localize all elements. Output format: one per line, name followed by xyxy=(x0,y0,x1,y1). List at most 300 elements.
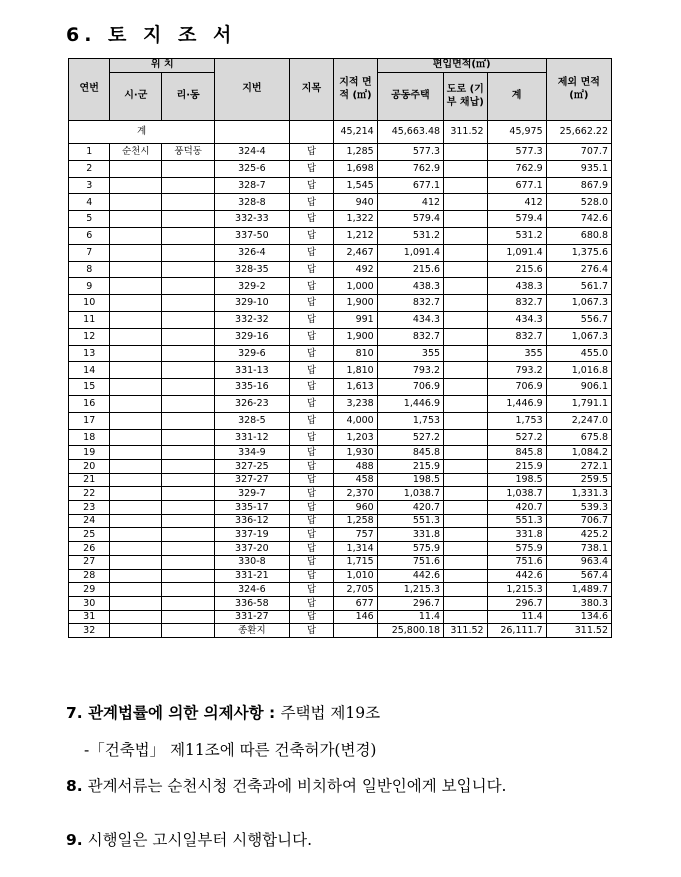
row-housing: 832.7 xyxy=(377,328,443,345)
row-lot: 324-6 xyxy=(215,583,290,597)
row-village xyxy=(162,311,215,328)
section-9 xyxy=(66,828,312,850)
row-excluded: 675.8 xyxy=(546,429,611,446)
row-sum: 1,753 xyxy=(487,412,546,429)
row-sum: 1,038.7 xyxy=(487,487,546,501)
row-lot: 종환지 xyxy=(215,624,290,638)
table-row xyxy=(69,610,612,624)
row-serial: 30 xyxy=(69,596,110,610)
row-housing: 412 xyxy=(377,194,443,211)
row-parcel-area: 1,545 xyxy=(334,177,378,194)
row-parcel-area: 810 xyxy=(334,345,378,362)
row-serial: 5 xyxy=(69,211,110,228)
row-lot: 332-32 xyxy=(215,311,290,328)
row-city xyxy=(110,487,162,501)
row-city xyxy=(110,194,162,211)
table-row xyxy=(69,501,612,515)
row-housing: 527.2 xyxy=(377,429,443,446)
row-road xyxy=(444,227,488,244)
row-village xyxy=(162,624,215,638)
row-road xyxy=(444,473,488,487)
row-parcel-area: 1,258 xyxy=(334,514,378,528)
row-lot: 331-21 xyxy=(215,569,290,583)
row-excluded: 906.1 xyxy=(546,379,611,396)
row-land-type: 답 xyxy=(289,278,334,295)
total-housing: 45,663.48 xyxy=(377,121,443,144)
row-land-type: 답 xyxy=(289,528,334,542)
row-road xyxy=(444,144,488,161)
row-serial: 11 xyxy=(69,311,110,328)
row-parcel-area: 757 xyxy=(334,528,378,542)
row-village: 풍덕동 xyxy=(162,144,215,161)
row-housing: 434.3 xyxy=(377,311,443,328)
table-row xyxy=(69,379,612,396)
row-parcel-area: 3,238 xyxy=(334,395,378,412)
row-village xyxy=(162,542,215,556)
header-excluded-area: 제외 면적 (㎡) xyxy=(546,59,611,121)
row-sum: 198.5 xyxy=(487,473,546,487)
row-housing: 1,753 xyxy=(377,412,443,429)
row-village xyxy=(162,194,215,211)
row-lot: 329-6 xyxy=(215,345,290,362)
row-housing: 198.5 xyxy=(377,473,443,487)
row-land-type: 답 xyxy=(289,227,334,244)
row-housing: 551.3 xyxy=(377,514,443,528)
row-serial: 15 xyxy=(69,379,110,396)
row-serial: 13 xyxy=(69,345,110,362)
row-land-type: 답 xyxy=(289,542,334,556)
row-road xyxy=(444,514,488,528)
row-city xyxy=(110,379,162,396)
row-village xyxy=(162,446,215,460)
row-road xyxy=(444,555,488,569)
row-sum: 420.7 xyxy=(487,501,546,515)
row-land-type: 답 xyxy=(289,160,334,177)
section-7-text: 주택법 제19조 xyxy=(280,704,381,722)
row-village xyxy=(162,278,215,295)
row-excluded: 867.9 xyxy=(546,177,611,194)
row-lot: 326-4 xyxy=(215,244,290,261)
row-land-type: 답 xyxy=(289,610,334,624)
row-parcel-area: 1,010 xyxy=(334,569,378,583)
row-city xyxy=(110,311,162,328)
row-village xyxy=(162,460,215,474)
row-land-type: 답 xyxy=(289,569,334,583)
row-road xyxy=(444,446,488,460)
row-village xyxy=(162,487,215,501)
section-6-heading: 6. 토 지 조 서 xyxy=(66,24,237,46)
row-parcel-area: 492 xyxy=(334,261,378,278)
row-village xyxy=(162,345,215,362)
table-row xyxy=(69,460,612,474)
row-land-type: 답 xyxy=(289,596,334,610)
row-parcel-area: 1,810 xyxy=(334,362,378,379)
row-sum: 11.4 xyxy=(487,610,546,624)
row-road xyxy=(444,487,488,501)
row-excluded: 963.4 xyxy=(546,555,611,569)
row-parcel-area: 1,930 xyxy=(334,446,378,460)
header-land-type: 지목 xyxy=(289,59,334,121)
row-excluded: 425.2 xyxy=(546,528,611,542)
row-city xyxy=(110,227,162,244)
row-lot: 324-4 xyxy=(215,144,290,161)
row-sum: 845.8 xyxy=(487,446,546,460)
row-parcel-area: 1,613 xyxy=(334,379,378,396)
row-land-type: 답 xyxy=(289,501,334,515)
row-serial: 21 xyxy=(69,473,110,487)
row-lot: 335-16 xyxy=(215,379,290,396)
row-land-type: 답 xyxy=(289,144,334,161)
row-sum: 412 xyxy=(487,194,546,211)
row-land-type: 답 xyxy=(289,473,334,487)
table-row xyxy=(69,211,612,228)
section-7-separator: : xyxy=(263,704,281,722)
row-village xyxy=(162,412,215,429)
header-sum: 계 xyxy=(487,73,546,121)
table-row xyxy=(69,345,612,362)
row-land-type: 답 xyxy=(289,624,334,638)
table-row xyxy=(69,487,612,501)
row-village xyxy=(162,328,215,345)
row-excluded: 742.6 xyxy=(546,211,611,228)
row-sum: 579.4 xyxy=(487,211,546,228)
row-road xyxy=(444,501,488,515)
row-land-type: 답 xyxy=(289,244,334,261)
row-road xyxy=(444,542,488,556)
row-parcel-area: 1,698 xyxy=(334,160,378,177)
row-city xyxy=(110,295,162,312)
row-parcel-area: 2,370 xyxy=(334,487,378,501)
table-row xyxy=(69,244,612,261)
row-road xyxy=(444,211,488,228)
row-parcel-area: 458 xyxy=(334,473,378,487)
row-excluded: 455.0 xyxy=(546,345,611,362)
row-village xyxy=(162,362,215,379)
row-sum: 1,091.4 xyxy=(487,244,546,261)
row-lot: 326-23 xyxy=(215,395,290,412)
row-land-type: 답 xyxy=(289,460,334,474)
row-city xyxy=(110,261,162,278)
row-serial: 16 xyxy=(69,395,110,412)
row-serial: 28 xyxy=(69,569,110,583)
row-sum: 751.6 xyxy=(487,555,546,569)
row-sum: 531.2 xyxy=(487,227,546,244)
row-road xyxy=(444,194,488,211)
row-land-type: 답 xyxy=(289,487,334,501)
row-parcel-area: 960 xyxy=(334,501,378,515)
row-road xyxy=(444,395,488,412)
table-row xyxy=(69,278,612,295)
header-parcel-area: 지적 면적 (㎡) xyxy=(334,59,378,121)
row-excluded: 1,016.8 xyxy=(546,362,611,379)
row-serial: 10 xyxy=(69,295,110,312)
row-village xyxy=(162,583,215,597)
table-row xyxy=(69,429,612,446)
table-row xyxy=(69,311,612,328)
row-village xyxy=(162,261,215,278)
row-city xyxy=(110,542,162,556)
row-city xyxy=(110,583,162,597)
row-village xyxy=(162,501,215,515)
row-sum: 832.7 xyxy=(487,328,546,345)
row-lot: 329-2 xyxy=(215,278,290,295)
row-lot: 328-7 xyxy=(215,177,290,194)
row-city xyxy=(110,446,162,460)
row-road xyxy=(444,610,488,624)
row-sum: 575.9 xyxy=(487,542,546,556)
row-village xyxy=(162,244,215,261)
row-parcel-area: 1,203 xyxy=(334,429,378,446)
row-housing: 751.6 xyxy=(377,555,443,569)
row-sum: 26,111.7 xyxy=(487,624,546,638)
row-city xyxy=(110,160,162,177)
section-7-sub: -「건축법」 제11조에 따른 건축허가(변경) xyxy=(84,741,377,759)
row-land-type: 답 xyxy=(289,211,334,228)
row-lot: 329-7 xyxy=(215,487,290,501)
row-land-type: 답 xyxy=(289,379,334,396)
total-lot xyxy=(215,121,290,144)
row-excluded: 1,067.3 xyxy=(546,328,611,345)
row-parcel-area: 1,900 xyxy=(334,295,378,312)
row-land-type: 답 xyxy=(289,446,334,460)
row-road xyxy=(444,379,488,396)
row-excluded: 1,067.3 xyxy=(546,295,611,312)
row-lot: 337-20 xyxy=(215,542,290,556)
row-housing: 355 xyxy=(377,345,443,362)
row-village xyxy=(162,177,215,194)
row-excluded: 311.52 xyxy=(546,624,611,638)
row-parcel-area: 146 xyxy=(334,610,378,624)
table-row xyxy=(69,227,612,244)
row-village xyxy=(162,295,215,312)
row-village xyxy=(162,528,215,542)
row-parcel-area: 1,212 xyxy=(334,227,378,244)
row-excluded: 528.0 xyxy=(546,194,611,211)
table-row xyxy=(69,144,612,161)
row-land-type: 답 xyxy=(289,261,334,278)
row-serial: 2 xyxy=(69,160,110,177)
table-row xyxy=(69,624,612,638)
header-city: 시·군 xyxy=(110,73,162,121)
row-parcel-area: 1,000 xyxy=(334,278,378,295)
row-lot: 337-50 xyxy=(215,227,290,244)
row-road xyxy=(444,460,488,474)
section-8-number: 8. xyxy=(66,777,83,795)
row-sum: 215.9 xyxy=(487,460,546,474)
header-lot: 지번 xyxy=(215,59,290,121)
row-sum: 438.3 xyxy=(487,278,546,295)
row-land-type: 답 xyxy=(289,345,334,362)
table-row xyxy=(69,261,612,278)
row-road xyxy=(444,596,488,610)
row-land-type: 답 xyxy=(289,328,334,345)
row-serial: 4 xyxy=(69,194,110,211)
row-housing: 1,215.3 xyxy=(377,583,443,597)
row-housing: 579.4 xyxy=(377,211,443,228)
row-serial: 18 xyxy=(69,429,110,446)
row-road xyxy=(444,177,488,194)
row-village xyxy=(162,379,215,396)
table-row xyxy=(69,328,612,345)
row-housing: 1,038.7 xyxy=(377,487,443,501)
table-row xyxy=(69,542,612,556)
row-sum: 442.6 xyxy=(487,569,546,583)
row-parcel-area: 991 xyxy=(334,311,378,328)
table-row xyxy=(69,295,612,312)
row-village xyxy=(162,610,215,624)
row-lot: 331-12 xyxy=(215,429,290,446)
row-housing: 442.6 xyxy=(377,569,443,583)
row-parcel-area: 2,705 xyxy=(334,583,378,597)
row-excluded: 276.4 xyxy=(546,261,611,278)
row-excluded: 1,331.3 xyxy=(546,487,611,501)
row-serial: 20 xyxy=(69,460,110,474)
row-parcel-area: 1,322 xyxy=(334,211,378,228)
header-village: 리·동 xyxy=(162,73,215,121)
section-7 xyxy=(66,701,380,723)
row-city xyxy=(110,473,162,487)
row-serial: 29 xyxy=(69,583,110,597)
section-9-number: 9. xyxy=(66,831,83,849)
row-sum: 527.2 xyxy=(487,429,546,446)
row-road xyxy=(444,160,488,177)
row-excluded: 556.7 xyxy=(546,311,611,328)
row-sum: 706.9 xyxy=(487,379,546,396)
row-lot: 331-27 xyxy=(215,610,290,624)
row-lot: 332-33 xyxy=(215,211,290,228)
row-serial: 31 xyxy=(69,610,110,624)
row-serial: 19 xyxy=(69,446,110,460)
row-city xyxy=(110,211,162,228)
row-road xyxy=(444,244,488,261)
row-parcel-area: 1,715 xyxy=(334,555,378,569)
row-sum: 215.6 xyxy=(487,261,546,278)
row-lot: 325-6 xyxy=(215,160,290,177)
row-village xyxy=(162,160,215,177)
row-sum: 355 xyxy=(487,345,546,362)
table-row xyxy=(69,412,612,429)
row-serial: 23 xyxy=(69,501,110,515)
row-housing: 845.8 xyxy=(377,446,443,460)
total-row xyxy=(69,121,612,144)
row-housing: 577.3 xyxy=(377,144,443,161)
row-serial: 32 xyxy=(69,624,110,638)
row-sum: 296.7 xyxy=(487,596,546,610)
row-housing: 832.7 xyxy=(377,295,443,312)
row-excluded: 680.8 xyxy=(546,227,611,244)
row-excluded: 1,084.2 xyxy=(546,446,611,460)
row-village xyxy=(162,596,215,610)
row-parcel-area: 4,000 xyxy=(334,412,378,429)
row-city xyxy=(110,328,162,345)
row-sum: 434.3 xyxy=(487,311,546,328)
row-excluded: 2,247.0 xyxy=(546,412,611,429)
row-road xyxy=(444,528,488,542)
row-excluded: 561.7 xyxy=(546,278,611,295)
row-city xyxy=(110,362,162,379)
row-parcel-area xyxy=(334,624,378,638)
row-parcel-area: 1,314 xyxy=(334,542,378,556)
row-housing: 706.9 xyxy=(377,379,443,396)
row-land-type: 답 xyxy=(289,362,334,379)
row-serial: 1 xyxy=(69,144,110,161)
row-serial: 6 xyxy=(69,227,110,244)
table-row xyxy=(69,569,612,583)
row-parcel-area: 488 xyxy=(334,460,378,474)
row-excluded: 1,489.7 xyxy=(546,583,611,597)
row-lot: 335-17 xyxy=(215,501,290,515)
row-city xyxy=(110,624,162,638)
row-serial: 7 xyxy=(69,244,110,261)
row-land-type: 답 xyxy=(289,194,334,211)
row-city xyxy=(110,460,162,474)
header-incorporated-area: 편입면적(㎡) xyxy=(377,59,546,73)
row-excluded: 935.1 xyxy=(546,160,611,177)
row-city xyxy=(110,555,162,569)
row-city xyxy=(110,610,162,624)
row-city xyxy=(110,177,162,194)
row-excluded: 134.6 xyxy=(546,610,611,624)
total-label: 계 xyxy=(69,121,215,144)
row-road xyxy=(444,362,488,379)
table-row xyxy=(69,160,612,177)
row-city xyxy=(110,412,162,429)
row-city xyxy=(110,528,162,542)
row-housing: 793.2 xyxy=(377,362,443,379)
row-housing: 575.9 xyxy=(377,542,443,556)
land-survey-table xyxy=(68,58,612,638)
row-road xyxy=(444,412,488,429)
total-sum: 45,975 xyxy=(487,121,546,144)
row-sum: 1,446.9 xyxy=(487,395,546,412)
row-lot: 337-19 xyxy=(215,528,290,542)
table-row xyxy=(69,395,612,412)
row-city: 순천시 xyxy=(110,144,162,161)
row-lot: 336-12 xyxy=(215,514,290,528)
row-parcel-area: 940 xyxy=(334,194,378,211)
row-village xyxy=(162,473,215,487)
table-row xyxy=(69,177,612,194)
row-excluded: 738.1 xyxy=(546,542,611,556)
row-land-type: 답 xyxy=(289,295,334,312)
row-sum: 577.3 xyxy=(487,144,546,161)
row-housing: 215.9 xyxy=(377,460,443,474)
row-housing: 762.9 xyxy=(377,160,443,177)
row-village xyxy=(162,395,215,412)
row-land-type: 답 xyxy=(289,395,334,412)
row-sum: 551.3 xyxy=(487,514,546,528)
row-lot: 330-8 xyxy=(215,555,290,569)
row-village xyxy=(162,514,215,528)
row-road xyxy=(444,328,488,345)
row-serial: 24 xyxy=(69,514,110,528)
row-land-type: 답 xyxy=(289,429,334,446)
row-parcel-area: 2,467 xyxy=(334,244,378,261)
row-village xyxy=(162,429,215,446)
total-road: 311.52 xyxy=(444,121,488,144)
header-location: 위 치 xyxy=(110,59,215,73)
row-land-type: 답 xyxy=(289,583,334,597)
row-village xyxy=(162,211,215,228)
row-serial: 14 xyxy=(69,362,110,379)
header-road: 도로 (기부 채납) xyxy=(444,73,488,121)
row-road xyxy=(444,295,488,312)
row-road xyxy=(444,569,488,583)
table-row xyxy=(69,362,612,379)
row-sum: 793.2 xyxy=(487,362,546,379)
header-serial: 연번 xyxy=(69,59,110,121)
section-9-text: 시행일은 고시일부터 시행합니다. xyxy=(82,831,313,849)
